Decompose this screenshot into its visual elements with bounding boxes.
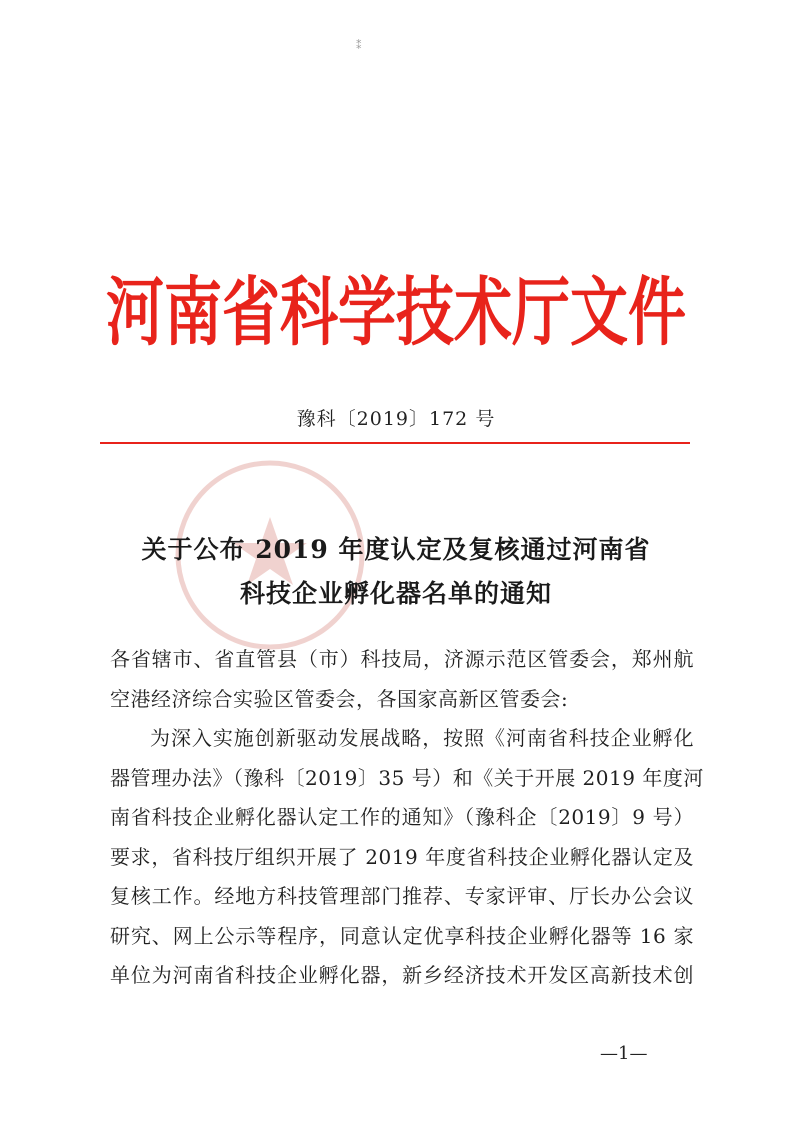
salutation-line-1: 各省辖市、省直管县（市）科技局，济源示范区管委会，郑州航: [110, 647, 694, 671]
paragraph-line: 为深入实施创新驱动发展战略，按照《河南省科技企业孵化: [150, 726, 694, 750]
title-line-1: 关于公布 2019 年度认定及复核通过河南省: [141, 535, 651, 564]
document-title: [80, 528, 712, 616]
paragraph-line: 研究、网上公示等程序，同意认定优享科技企业孵化器等 16 家: [110, 923, 694, 948]
page-number: —1—: [600, 1043, 648, 1064]
scan-mark: ⁑: [356, 39, 362, 52]
paragraph-line: 单位为河南省科技企业孵化器，新乡经济技术开发区高新技术创: [110, 963, 694, 987]
document-body: [110, 640, 704, 996]
document-number: 豫科〔2019〕172 号: [296, 408, 496, 430]
red-separator-rule: [100, 442, 690, 444]
paragraph-line: 复核工作。经地方科技管理部门推荐、专家评审、厅长办公会议: [110, 884, 694, 908]
salutation-line-2: 空港经济综合实验区管委会，各国家高新区管委会:: [110, 686, 569, 711]
paragraph-line: 器管理办法》（豫科〔2019〕35 号）和《关于开展 2019 年度河: [110, 765, 704, 790]
paragraph-line: 南省科技企业孵化器认定工作的通知》（豫科企〔2019〕9 号）: [110, 805, 694, 829]
issuer-title: 河南省科学技术厅文件: [105, 268, 686, 356]
paragraph-line: 要求，省科技厅组织开展了 2019 年度省科技企业孵化器认定及: [110, 844, 694, 869]
title-line-2: 科技企业孵化器名单的通知: [239, 579, 552, 608]
